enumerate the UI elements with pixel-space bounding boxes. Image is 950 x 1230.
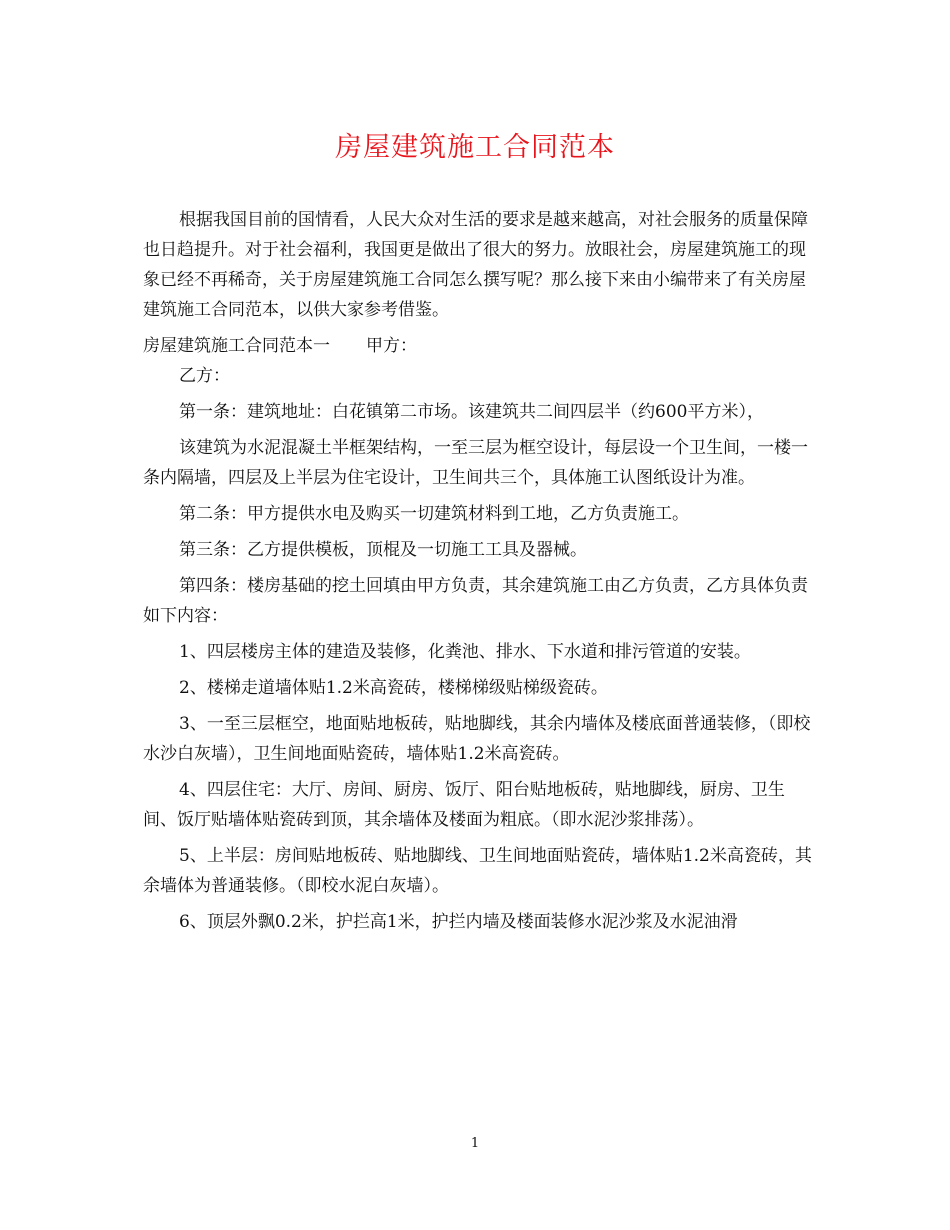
intro-paragraph: 根据我国目前的国情看，人民大众对生活的要求是越来越高，对社会服务的质量保障也日趋提升。对于社会福利，我国更是做出了很大的努力。放眼社会，房屋建筑施工的现象已经不再稀奇，关于房屋建筑施工合同怎么撰写呢？那么接下来由小编带来了有关房屋建筑施工合同范本，以供大家参考借鉴。 bbox=[143, 210, 808, 320]
clause-2: 第二条：甲方提供水电及购买一切建筑材料到工地，乙方负责施工。 bbox=[179, 504, 689, 524]
clause-1-detail: 该建筑为水泥混凝土半框架结构，一至三层为框空设计，每层设一个卫生间，一楼一条内隔墙，四层及上半层为住宅设计，卫生间共三个，具体施工认图纸设计为准。 bbox=[143, 438, 808, 488]
list-item-1: 1、四层楼房主体的建造及装修，化粪池、排水、下水道和排污管道的安装。 bbox=[179, 642, 751, 662]
document-body bbox=[143, 205, 815, 943]
clause-4: 第四条：楼房基础的挖土回填由甲方负责，其余建筑施工由乙方负责，乙方具体负责如下内容： bbox=[143, 576, 808, 626]
list-item-2: 2、楼梯走道墙体贴1.2米高瓷砖，楼梯梯级贴梯级瓷砖。 bbox=[179, 678, 608, 698]
party-a-label: 甲方： bbox=[366, 336, 417, 356]
list-item-3: 3、一至三层框空，地面贴地板砖，贴地脚线，其余内墙体及楼底面普通装修，（即校水沙白灰墙），卫生间地面贴瓷砖，墙体贴1.2米高瓷砖。 bbox=[143, 714, 811, 764]
list-item-6: 6、顶层外飘0.2米，护拦高1米，护拦内墙及楼面装修水泥沙浆及水泥油滑 bbox=[179, 912, 738, 932]
clause-1: 第一条：建筑地址：白花镇第二市场。该建筑共二间四层半（约600平方米）， bbox=[179, 402, 764, 422]
party-b-label: 乙方： bbox=[179, 366, 230, 386]
document-title: 房屋建筑施工合同范本 bbox=[335, 132, 615, 163]
list-item-4: 4、四层住宅：大厅、房间、厨房、饭厅、阳台贴地板砖，贴地脚线，厨房、卫生间、饭厅贴墙体贴瓷砖到顶，其余墙体及楼面为粗底。（即水泥沙浆排荡）。 bbox=[143, 780, 785, 830]
section-heading-line bbox=[143, 331, 815, 361]
page-number: 1 bbox=[470, 1136, 480, 1151]
section-heading: 房屋建筑施工合同范本一 bbox=[143, 336, 330, 356]
clause-3: 第三条：乙方提供模板，顶棍及一切施工工具及器械。 bbox=[179, 540, 587, 560]
list-item-5: 5、上半层：房间贴地板砖、贴地脚线、卫生间地面贴瓷砖，墙体贴1.2米高瓷砖，其余墙体为普通装修。（即校水泥白灰墙）。 bbox=[143, 846, 812, 896]
